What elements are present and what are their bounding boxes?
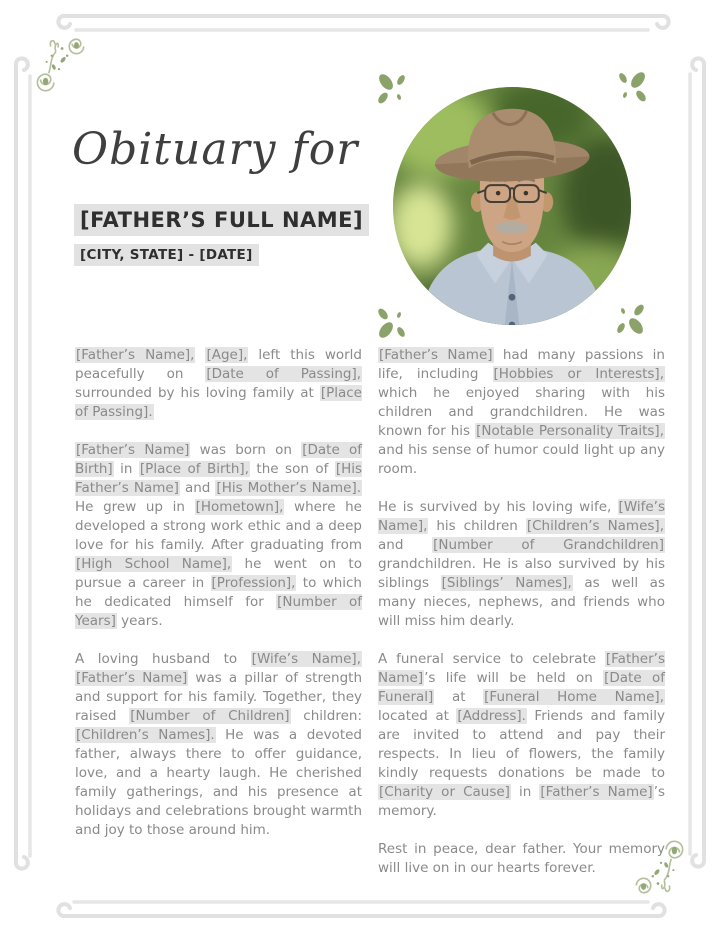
placeholder-chip: [Profession],: [211, 575, 296, 591]
placeholder-chip: [Charity or Cause]: [379, 784, 510, 800]
placeholder-chip: [Father’s Name]: [379, 347, 493, 363]
body-text: as well as many nieces, nephews, and friends who will miss him dearly.: [378, 575, 665, 629]
body-text: Rest in peace, dear father. Your memory will live on in our hearts forever.: [378, 841, 665, 876]
placeholder-chip: [Hometown],: [195, 499, 284, 515]
placeholder-chip: [Funeral Home Name],: [484, 689, 664, 705]
placeholder-chip: [High School Name],: [76, 556, 232, 572]
body-text: and: [378, 537, 433, 553]
body-text: ’s memory.: [378, 784, 666, 819]
body-text: A funeral service to celebrate: [378, 651, 605, 667]
placeholder-chip: [His Mother’s Name].: [216, 480, 362, 496]
obituary-left-column: [75, 346, 362, 859]
leaf-ornament-icon: [372, 70, 412, 110]
body-text: A loving husband to: [75, 651, 251, 667]
obituary-paragraph: [378, 650, 665, 821]
city-date-line: [74, 244, 259, 266]
placeholder-chip: [Father’s Name],: [76, 347, 195, 363]
body-text: left this world peacefully on: [75, 347, 362, 382]
body-text: [195, 347, 205, 363]
placeholder-chip: [Siblings’ Names],: [441, 575, 572, 591]
vine-flourish-icon: [24, 30, 96, 102]
body-text: which he enjoyed sharing with his children and grandchildren. He was known for his: [378, 385, 665, 439]
placeholder-chip: [His Father’s Name]: [75, 461, 363, 496]
body-text: ’s life will be held on: [424, 670, 604, 686]
obituary-paragraph: [75, 441, 362, 631]
placeholder-chip: [Address].: [457, 708, 526, 724]
placeholder-chip: [Date of Birth]: [75, 442, 362, 477]
placeholder-chip: [Children’s Names].: [76, 727, 215, 743]
placeholder-chip: [Wife’s Name],: [251, 651, 361, 667]
portrait-photo-graphic: [393, 87, 631, 325]
body-text: and his sense of humor could light up any room.: [378, 442, 665, 477]
body-text: and: [179, 480, 216, 496]
body-text: He is survived by his loving wife,: [378, 499, 618, 515]
body-text: He was a devoted father, always there to offer guidance, love, and a hearty laugh. He cherished family gatherings, and his presence at holidays and celebrations brought warmth and joy to those around him.: [75, 727, 362, 838]
obituary-paragraph: [75, 650, 362, 840]
obituary-paragraph: [378, 346, 665, 479]
placeholder-chip: [Children’s Names],: [526, 518, 664, 534]
placeholder-chip: [Father’s Name]: [378, 651, 665, 686]
placeholder-chip: [Date of Passing],: [206, 366, 362, 382]
placeholder-chip: [Date of Funeral]: [378, 670, 665, 705]
body-text: was born on: [190, 442, 302, 458]
body-text: surrounded by his loving family at: [75, 385, 320, 401]
placeholder-chip: [Wife’s Name],: [378, 499, 665, 534]
leaf-ornament-icon: [610, 298, 650, 338]
obituary-paragraph: [75, 346, 362, 422]
obituary-paragraph: [378, 840, 665, 878]
deceased-name-placeholder: [FATHER’S FULL NAME]: [74, 204, 369, 236]
obituary-right-column: [378, 346, 665, 897]
placeholder-chip: [Number of Grandchildren]: [433, 537, 664, 553]
body-text: in: [510, 784, 540, 800]
body-text: located at: [378, 708, 457, 724]
placeholder-chip: [Hobbies or Interests],: [493, 366, 664, 382]
placeholder-chip: [Father’s Name]: [540, 784, 653, 800]
placeholder-chip: [Father’s Name]: [76, 442, 190, 458]
body-text: his children: [428, 518, 526, 534]
city-date-placeholder: [CITY, STATE] - [DATE]: [74, 244, 259, 266]
body-text: was a pillar of strength and support for his family. Together, they raised: [75, 670, 362, 724]
deceased-name-line: [74, 204, 369, 236]
body-text: at: [434, 689, 484, 705]
body-text: children:: [290, 708, 363, 724]
placeholder-chip: [Age],: [206, 347, 248, 363]
portrait-photo: [393, 87, 631, 325]
placeholder-chip: [Place of Birth],: [139, 461, 249, 477]
placeholder-chip: [Number of Children]: [130, 708, 290, 724]
body-text: grandchildren. He is also survived by his siblings: [378, 556, 665, 591]
body-text: Friends and family are invited to attend and pay their respects. In lieu of flowers, the family kindly requests donations be made to: [378, 708, 665, 781]
placeholder-chip: [Number of Years]: [75, 594, 362, 629]
body-text: had many passions in life, including: [378, 347, 665, 382]
placeholder-chip: [Father’s Name]: [76, 670, 188, 686]
body-text: where he developed a strong work ethic and a deep love for his family. After graduating from: [75, 499, 362, 553]
body-text: he went on to pursue a career in: [75, 556, 362, 591]
body-text: years.: [116, 613, 163, 629]
body-text: He grew up in: [75, 499, 195, 515]
leaf-ornament-icon: [372, 302, 412, 342]
obituary-paragraph: [378, 498, 665, 631]
placeholder-chip: [Place of Passing].: [75, 385, 362, 420]
body-text: in: [113, 461, 139, 477]
leaf-ornament-icon: [612, 68, 652, 108]
placeholder-chip: [Notable Personality Traits],: [476, 423, 664, 439]
body-text: to which he dedicated himself for: [75, 575, 362, 610]
script-heading: Obituary for: [72, 124, 359, 175]
body-text: the son of: [249, 461, 335, 477]
